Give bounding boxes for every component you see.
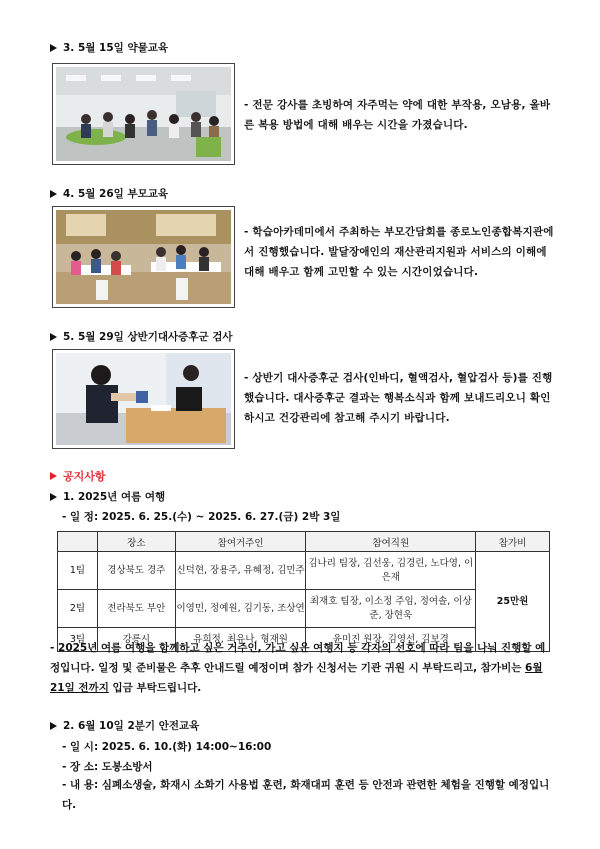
section-description-metabolic: - 상반기 대사증후군 검사(인바디, 혈액검사, 혈압검사 등)를 진행했습니다. 대사증후군 결과는 행복소식과 함께 보내드리오니 확인하시고 건강관리에 참고해 주시기 바랍니다. (244, 372, 553, 424)
triangle-bullet-icon (50, 493, 57, 501)
table-header-fee: 참가비 (476, 532, 550, 552)
cell-fee: 25만원 (476, 552, 550, 652)
cell-place: 강릉시 (97, 628, 175, 652)
triangle-bullet-icon (50, 190, 57, 198)
cell-team: 2팀 (58, 590, 98, 628)
cell-residents: 유희정, 최유나, 형재원 (175, 628, 306, 652)
triangle-bullet-icon (50, 333, 57, 341)
trip-deadline: 6월 21일 전까지 (50, 662, 543, 694)
table-header-row (58, 532, 550, 552)
table-header-team (58, 532, 98, 552)
safety-datetime: - 일 시: 2025. 6. 10.(화) 14:00~16:00 (62, 741, 272, 753)
safety-location: - 장 소: 도봉소방서 (62, 761, 153, 773)
photo-metabolic-checkup (52, 349, 235, 449)
trip-note: - 2025년 여름 여행을 함께하고 싶은 거주인, 가고 싶은 여행지 등 각자의 선호에 따라 팀을 나눠 진행할 예정입니다. 일정 및 준비물은 추후 안내드릴 예정이며 참가 신청서는 기관 귀원 시 부탁드리고, 참가비는 6월 21일 전까지 입금 부탁드립니다. (50, 642, 546, 694)
trip-team-table (57, 531, 550, 652)
triangle-bullet-icon (50, 44, 57, 52)
cell-residents: 이영민, 정예원, 김기동, 조상연 (175, 590, 306, 628)
cell-staff: 최재호 팀장, 이소정 주임, 정여솔, 이상준, 장현욱 (306, 590, 476, 628)
cell-team: 3팀 (58, 628, 98, 652)
triangle-bullet-icon (50, 722, 57, 730)
table-row (58, 552, 550, 590)
safety-content: - 내 용: 심폐소생술, 화재시 소화기 사용법 훈련, 화재대피 훈련 등 안전과 관련한 체험을 진행할 예정입니다. (62, 779, 550, 811)
section-description-parent: - 학습아카데미에서 주최하는 부모간담회를 종로노인종합복지관에서 진행했습니다. 발달장애인의 재산관리지원과 서비스의 이해에 대해 배우고 함께 고민할 수 있는 시간이었습니다. (244, 226, 554, 278)
section-description-medication: - 전문 강사를 초빙하여 자주먹는 약에 대한 부작용, 오남용, 올바른 복용 방법에 대해 배우는 시간을 가졌습니다. (244, 99, 551, 131)
cell-residents: 신덕현, 장용주, 유혜정, 김민주 (175, 552, 306, 590)
table-header-residents: 참여거주인 (175, 532, 306, 552)
safety-heading: 2. 6월 10일 2분기 안전교육 (50, 718, 199, 733)
section-heading-metabolic: 5. 5월 29일 상반기대사증후군 검사 (50, 329, 233, 344)
cell-place: 전라북도 부안 (97, 590, 175, 628)
cell-staff: 윤미진 원장, 김영선, 김보경 (306, 628, 476, 652)
notice-title: 공지사항 (50, 468, 106, 484)
trip-schedule: - 일 정: 2025. 6. 25.(수) ~ 2025. 6. 27.(금) 2박 3일 (62, 511, 341, 523)
cell-staff: 김나리 팀장, 김선웅, 김경린, 노다영, 이은재 (306, 552, 476, 590)
section-heading-parent: 4. 5월 26일 부모교육 (50, 186, 168, 201)
table-header-staff: 참여직원 (306, 532, 476, 552)
photo-parent-education (52, 206, 235, 308)
table-header-place: 장소 (97, 532, 175, 552)
cell-team: 1팀 (58, 552, 98, 590)
section-heading-medication: 3. 5월 15일 약물교육 (50, 40, 168, 55)
trip-heading: 1. 2025년 여름 여행 (50, 489, 165, 504)
red-triangle-bullet-icon (50, 472, 57, 480)
photo-medication-education (52, 63, 235, 165)
cell-place: 경상북도 경주 (97, 552, 175, 590)
